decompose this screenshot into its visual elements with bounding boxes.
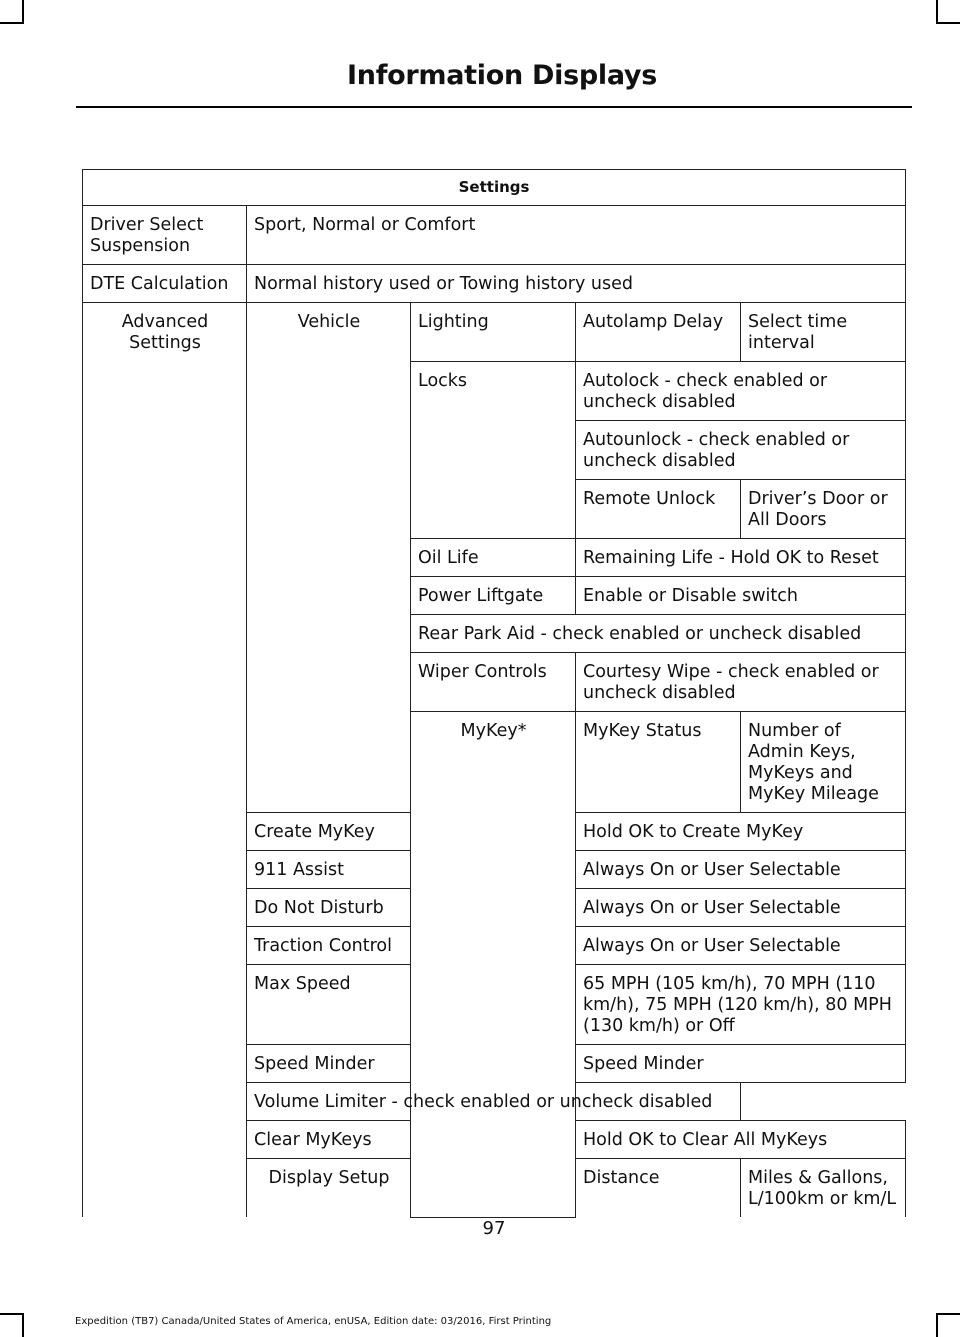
crop-mark [0,1313,22,1315]
table-heading: Settings [83,170,906,206]
crop-mark [938,1313,960,1315]
setting-value: Autolock - check enabled or uncheck disabled [576,362,906,421]
setting-label: Max Speed [247,965,411,1045]
page-number: 97 [482,1218,506,1239]
setting-label: Autolamp Delay [576,303,741,362]
setting-label: Create MyKey [247,813,411,851]
setting-value: Rear Park Aid - check enabled or uncheck disabled [411,615,906,653]
setting-label: Driver Select Suspension [83,206,247,265]
setting-value: Autounlock - check enabled or uncheck disabled [576,421,906,480]
setting-value: Courtesy Wipe - check enabled or uncheck disabled [576,653,906,712]
setting-value: Volume Limiter - check enabled or uncheck disabled [247,1083,741,1121]
table-row [83,265,906,303]
table-row [83,206,906,265]
setting-value: Always On or User Selectable [576,851,906,889]
setting-value: Hold OK to Clear All MyKeys [576,1121,906,1159]
advanced-settings-label: Advanced Settings [83,303,247,1218]
display-setup-label: Display Setup [247,1159,411,1218]
setting-label: Wiper Controls [411,653,576,712]
crop-mark [936,1313,938,1337]
setting-value: Hold OK to Create MyKey [576,813,906,851]
page-title: Information Displays [347,60,657,91]
crop-mark [938,22,960,24]
setting-value: Enable or Disable switch [576,577,906,615]
crop-mark [936,0,938,24]
crop-mark [22,1313,24,1337]
setting-value: 65 MPH (105 km/h), 70 MPH (110 km/h), 75 MPH (120 km/h), 80 MPH (130 km/h) or Off [576,965,906,1045]
table-header-row [83,170,906,206]
header-divider [76,106,912,108]
setting-label: 911 Assist [247,851,411,889]
setting-value: Sport, Normal or Comfort [247,206,906,265]
setting-value: Number of Admin Keys, MyKeys and MyKey Mileage [741,712,906,813]
setting-label: Distance [576,1159,741,1218]
setting-label: Clear MyKeys [247,1121,411,1159]
setting-label: DTE Calculation [83,265,247,303]
settings-table [82,169,906,1218]
mykey-label: MyKey* [411,712,576,1218]
setting-value: Select time interval [741,303,906,362]
setting-value: Always On or User Selectable [576,927,906,965]
setting-label: Remote Unlock [576,480,741,539]
footer-text: Expedition (TB7) Canada/United States of America, enUSA, Edition date: 03/2016, First Printing [75,1316,552,1327]
setting-label: Do Not Disturb [247,889,411,927]
setting-label: MyKey Status [576,712,741,813]
setting-label: Oil Life [411,539,576,577]
setting-value: Driver’s Door or All Doors [741,480,906,539]
setting-value: Speed Minder [576,1045,906,1083]
setting-label: Traction Control [247,927,411,965]
setting-value: Normal history used or Towing history used [247,265,906,303]
setting-value: Remaining Life - Hold OK to Reset [576,539,906,577]
setting-label: Speed Minder [247,1045,411,1083]
setting-value: Always On or User Selectable [576,889,906,927]
vehicle-label: Vehicle [247,303,411,813]
setting-label: Locks [411,362,576,539]
table-row [83,303,906,362]
crop-mark [0,22,22,24]
setting-label: Power Liftgate [411,577,576,615]
setting-label: Lighting [411,303,576,362]
crop-mark [22,0,24,24]
setting-value: Miles & Gallons, L/100km or km/L [741,1159,906,1218]
